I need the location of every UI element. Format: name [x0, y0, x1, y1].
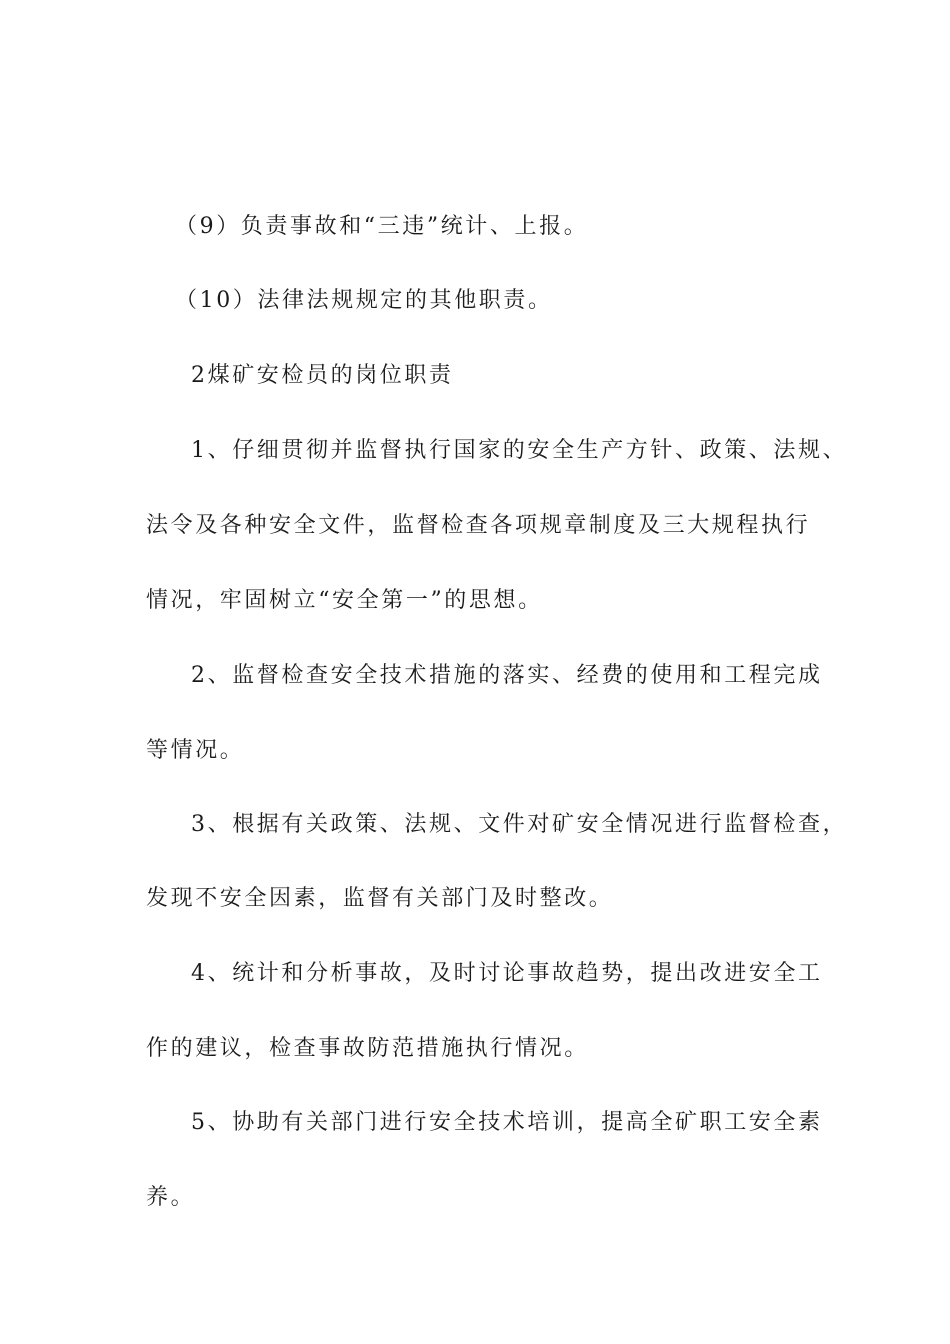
- section-heading: 2煤矿安检员的岗位职责: [191, 363, 454, 388]
- duty-4-line-1: 4、统计和分析事故，及时讨论事故趋势，提出改进安全工: [191, 961, 823, 986]
- item-10-text: （10）法律法规规定的其他职责。: [175, 288, 553, 313]
- duty-5-line-1: 5、协助有关部门进行安全技术培训，提高全矿职工安全素: [191, 1110, 823, 1135]
- duty-3-line-2: 发现不安全因素，监督有关部门及时整改。: [146, 886, 614, 911]
- duty-1-line-3: 情况，牢固树立“安全第一”的思想。: [146, 588, 543, 613]
- item-9-text: （9）负责事故和“三违”统计、上报。: [175, 214, 589, 239]
- duty-2-line-2: 等情况。: [146, 738, 245, 763]
- duty-3-line-1: 3、根据有关政策、法规、文件对矿安全情况进行监督检查，: [191, 812, 848, 837]
- duty-1-line-1: 1、仔细贯彻并监督执行国家的安全生产方针、政策、法规、: [191, 438, 848, 463]
- duty-4-line-2: 作的建议，检查事故防范措施执行情况。: [146, 1036, 589, 1061]
- duty-1-line-2: 法令及各种安全文件，监督检查各项规章制度及三大规程执行: [146, 513, 811, 538]
- duty-5-line-2: 养。: [146, 1185, 196, 1210]
- duty-2-line-1: 2、监督检查安全技术措施的落实、经费的使用和工程完成: [191, 663, 823, 688]
